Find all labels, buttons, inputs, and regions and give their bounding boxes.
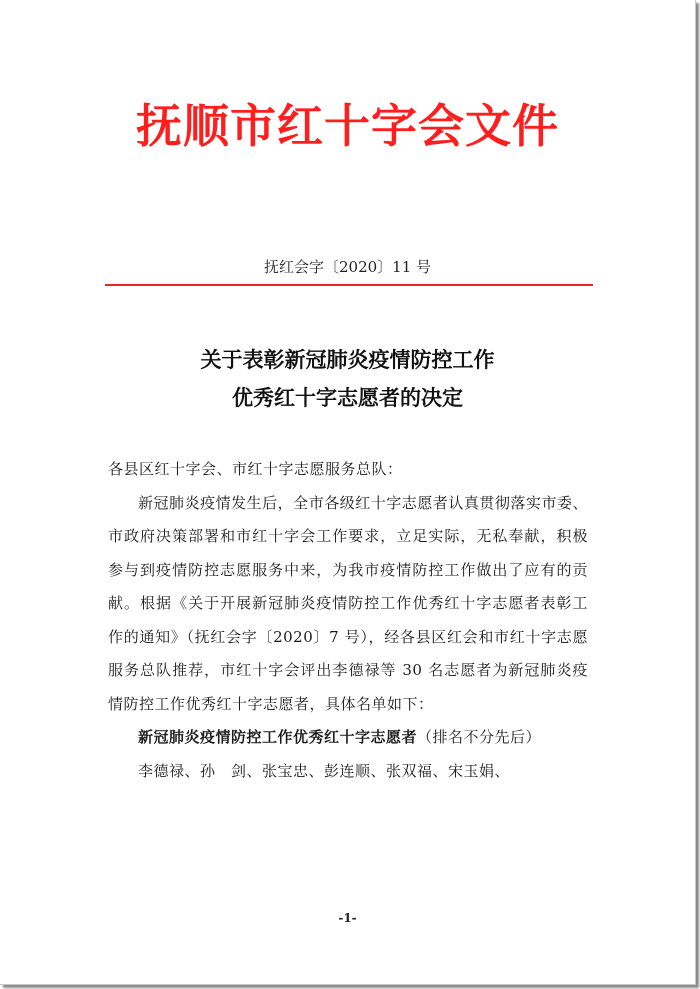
red-divider-line (105, 284, 593, 286)
document-number: 抚红会字〔2020〕11 号 (263, 258, 432, 276)
list-note: （排名不分先后） (417, 728, 542, 746)
page-number: -1- (338, 911, 357, 925)
names-list: 李德禄、孙 剑、张宝忠、彭连顺、张双福、宋玉娟、 (138, 761, 511, 780)
issuer-header: 抚顺市红十字会文件 (136, 99, 559, 153)
salutation: 各县区红十字会、市红十字志愿服务总队： (108, 460, 403, 478)
document-body (108, 453, 588, 788)
document-title-line-1: 关于表彰新冠肺炎疫情防控工作 (200, 348, 495, 372)
body-paragraph: 新冠肺炎疫情发生后，全市各级红十字志愿者认真贯彻落实市委、市政府决策部署和市红十字会工作要求，立足实际，无私奉献，积极参与到疫情防控志愿服务中来，为我市疫情防控工作做出了应有的贡献。根据《关于开展新冠肺炎疫情防控工作优秀红十字志愿者表彰工作的通知》（抚红会字〔2020〕7 号），经各县区红会和市红十字志愿服务总队推荐，市红十字会评出李德禄等 30 名志愿者为新冠肺炎疫情防控工作优秀红十字志愿者，具体名单如下： (108, 493, 588, 713)
list-heading-paragraph (108, 721, 588, 755)
document-title-line-2: 优秀红十字志愿者的决定 (232, 386, 463, 410)
list-heading: 新冠肺炎疫情防控工作优秀红十字志愿者 (138, 728, 418, 746)
